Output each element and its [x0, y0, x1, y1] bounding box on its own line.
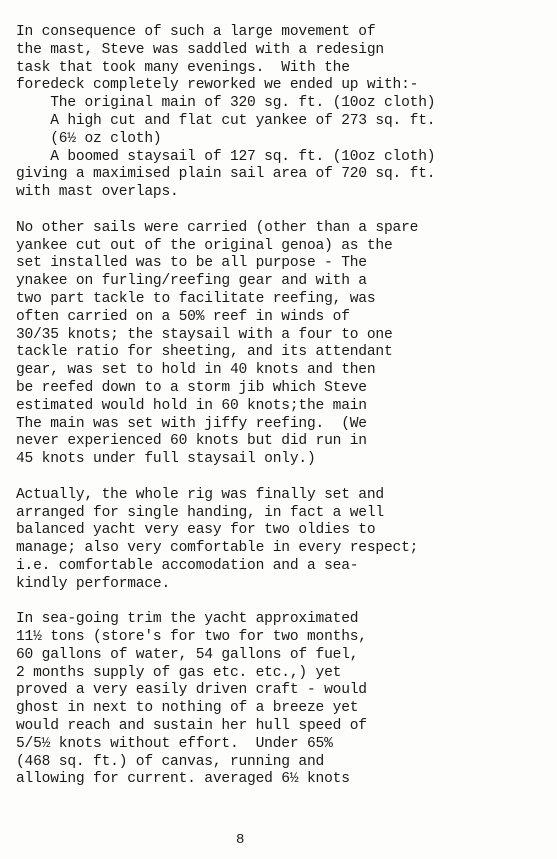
text-line: The original main of 320 sg. ft. (10oz cloth)	[16, 95, 436, 112]
text-line: set installed was to be all purpose - The	[16, 255, 367, 272]
text-line: A high cut and flat cut yankee of 273 sq. ft.	[16, 112, 436, 129]
text-line: ynakee on furling/reefing gear and with a	[16, 273, 367, 290]
text-line: 5/5½ knots without effort. Under 65%	[16, 735, 333, 752]
text-line: would reach and sustain her hull speed of	[16, 718, 367, 735]
text-line: giving a maximised plain sail area of 720 sq. ft.	[16, 166, 436, 183]
paragraph-sea-going-trim	[16, 611, 551, 789]
text-line: task that took many evenings. With the	[16, 59, 350, 76]
text-line: Actually, the whole rig was finally set and	[16, 486, 384, 503]
text-line: never experienced 60 knots but did run in	[16, 433, 367, 450]
text-line: 30/35 knots; the staysail with a four to one	[16, 326, 393, 343]
text-line: foredeck completely reworked we ended up with:-	[16, 77, 419, 94]
text-line: (6½ oz cloth)	[16, 130, 162, 147]
text-line: (468 sq. ft.) of canvas, running and	[16, 753, 325, 770]
page-number: 8	[236, 832, 245, 848]
text-line: 60 gallons of water, 54 gallons of fuel,	[16, 646, 359, 663]
text-line: kindly performace.	[16, 575, 171, 592]
text-line: estimated would hold in 60 knots;the main	[16, 397, 367, 414]
text-line: with mast overlaps.	[16, 184, 179, 201]
text-line: proved a very easily driven craft - would	[16, 682, 367, 699]
text-line: balanced yacht very easy for two oldies to	[16, 522, 376, 539]
text-line: gear, was set to hold in 40 knots and then	[16, 362, 376, 379]
text-line: arranged for single handing, in fact a well	[16, 504, 384, 521]
text-line: A boomed staysail of 127 sq. ft. (10oz cloth)	[16, 148, 436, 165]
text-line: In sea-going trim the yacht approximated	[16, 611, 359, 628]
text-line: No other sails were carried (other than a spare	[16, 219, 419, 236]
paragraph-single-handing	[16, 487, 551, 594]
text-line: tackle ratio for sheeting, and its attendant	[16, 344, 393, 361]
text-line: yankee cut out of the original genoa) as the	[16, 237, 393, 254]
text-line: i.e. comfortable accomodation and a sea-	[16, 557, 359, 574]
text-line: allowing for current. averaged 6½ knots	[16, 771, 350, 788]
text-line: ghost in next to nothing of a breeze yet	[16, 700, 359, 717]
text-line: 2 months supply of gas etc. etc.,) yet	[16, 664, 342, 681]
text-line: The main was set with jiffy reefing. (We	[16, 415, 367, 432]
text-line: In consequence of such a large movement of	[16, 24, 376, 40]
text-line: two part tackle to facilitate reefing, was	[16, 290, 376, 307]
text-line: the mast, Steve was saddled with a redesign	[16, 41, 384, 58]
text-line: 11½ tons (store's for two for two months,	[16, 629, 367, 646]
text-line: often carried on a 50% reef in winds of	[16, 308, 350, 325]
paragraph-sails-carried	[16, 220, 551, 469]
text-line: manage; also very comfortable in every respect;	[16, 540, 419, 557]
text-line: 45 knots under full staysail only.)	[16, 451, 316, 468]
text-line: be reefed down to a storm jib which Steve	[16, 379, 367, 396]
paragraph-mast-redesign	[16, 24, 551, 202]
typed-text-body	[16, 24, 551, 807]
